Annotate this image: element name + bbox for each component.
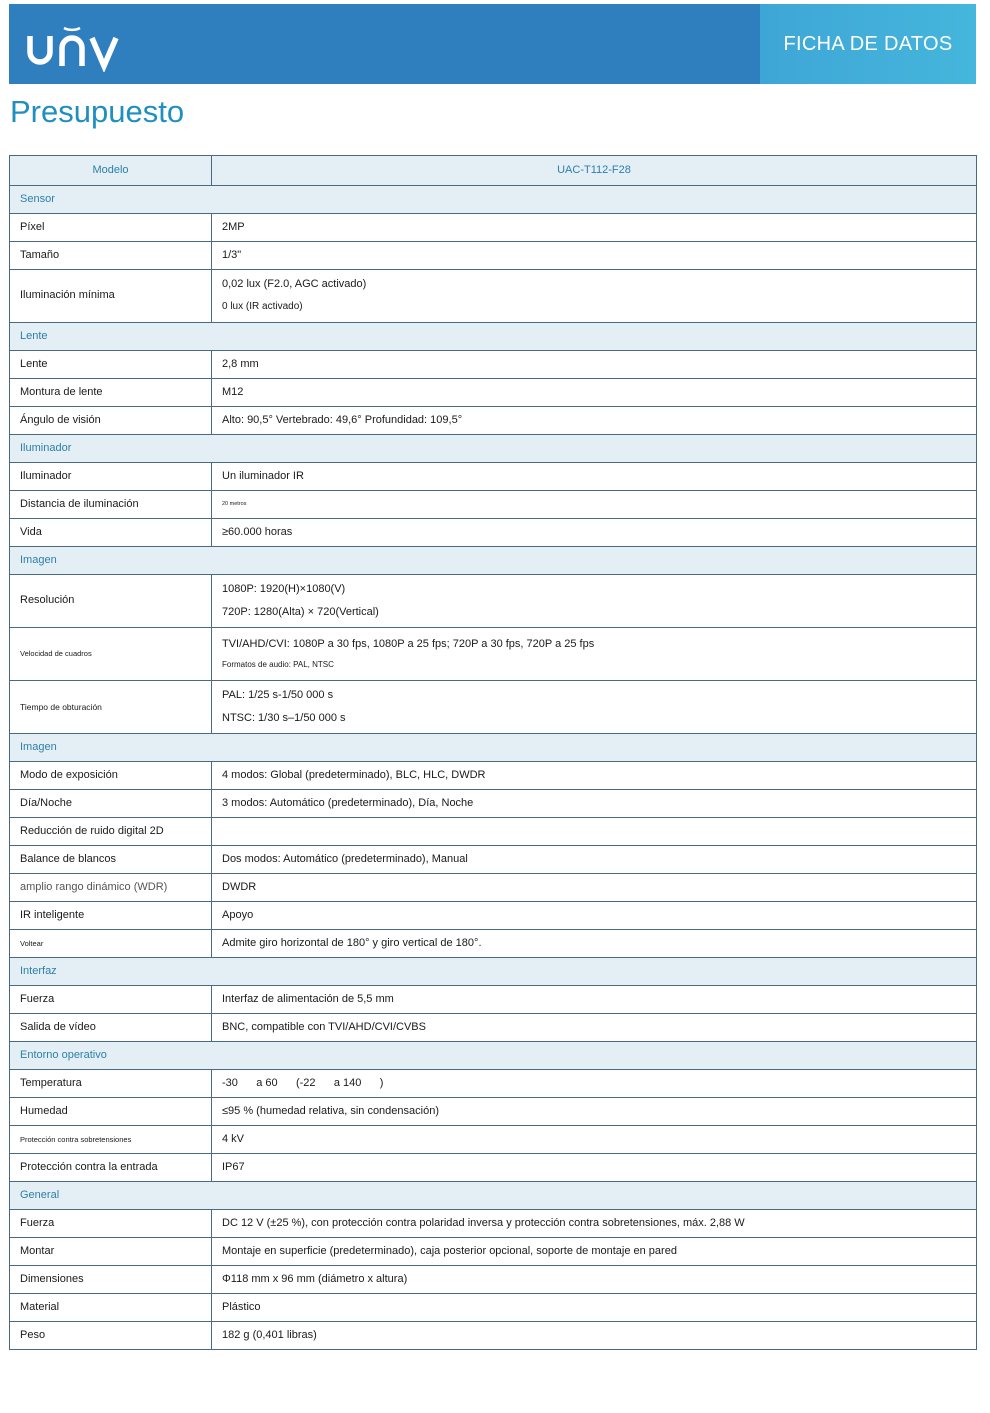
row-value: BNC, compatible con TVI/AHD/CVI/CVBS: [212, 1014, 977, 1042]
spec-table: [9, 155, 977, 1350]
row-value: [212, 270, 977, 323]
row-label: Distancia de iluminación: [10, 491, 212, 519]
row-label: Voltear: [10, 930, 212, 958]
table-row: [10, 1154, 977, 1182]
row-value-line2: 0 lux (IR activado): [222, 301, 303, 313]
row-value: 3 modos: Automático (predeterminado), Día, Noche: [212, 790, 977, 818]
table-row: [10, 902, 977, 930]
section-imagen-2: Imagen: [10, 734, 977, 762]
row-value-line1: 0,02 lux (F2.0, AGC activado): [222, 278, 367, 291]
row-label: Vida: [10, 519, 212, 547]
table-row: [10, 681, 977, 734]
row-value: 4 modos: Global (predeterminado), BLC, HLC, DWDR: [212, 762, 977, 790]
table-row: [10, 628, 977, 681]
row-label: Dimensiones: [10, 1266, 212, 1294]
table-row: [10, 846, 977, 874]
table-row: [10, 242, 977, 270]
row-label: Modo de exposición: [10, 762, 212, 790]
row-label: Temperatura: [10, 1070, 212, 1098]
row-label: Protección contra la entrada: [10, 1154, 212, 1182]
row-value: Un iluminador IR: [212, 463, 977, 491]
row-label: Fuerza: [10, 986, 212, 1014]
row-label: Velocidad de cuadros: [10, 628, 212, 681]
row-value: DWDR: [212, 874, 977, 902]
row-value: 2,8 mm: [212, 351, 977, 379]
row-label: Fuerza: [10, 1210, 212, 1238]
table-row: [10, 575, 977, 628]
table-row: [10, 407, 977, 435]
section-lente: Lente: [10, 323, 977, 351]
row-label: Iluminador: [10, 463, 212, 491]
table-row: [10, 1126, 977, 1154]
row-value: ≤95 % (humedad relativa, sin condensación): [212, 1098, 977, 1126]
table-row: [10, 463, 977, 491]
section-interfaz: Interfaz: [10, 958, 977, 986]
row-label: Humedad: [10, 1098, 212, 1126]
table-row: [10, 762, 977, 790]
row-value: Interfaz de alimentación de 5,5 mm: [212, 986, 977, 1014]
table-row: [10, 790, 977, 818]
row-value-line2: NTSC: 1/30 s–1/50 000 s: [222, 711, 346, 724]
row-value: 20 metros: [212, 491, 977, 519]
table-row: [10, 1238, 977, 1266]
row-value: M12: [212, 379, 977, 407]
row-value: [212, 575, 977, 628]
header-tab-label: FICHA DE DATOS: [783, 32, 953, 55]
row-value-line2: Formatos de audio: PAL, NTSC: [222, 660, 334, 670]
row-value: 182 g (0,401 libras): [212, 1322, 977, 1350]
model-label: Modelo: [10, 156, 212, 186]
row-label: Píxel: [10, 214, 212, 242]
row-label: Resolución: [10, 575, 212, 628]
row-label: amplio rango dinámico (WDR): [10, 874, 212, 902]
row-value: 1/3": [212, 242, 977, 270]
row-label: Montar: [10, 1238, 212, 1266]
table-row: [10, 1210, 977, 1238]
header-tab: [760, 4, 976, 84]
section-general: General: [10, 1182, 977, 1210]
row-value: Apoyo: [212, 902, 977, 930]
section-imagen-1: Imagen: [10, 547, 977, 575]
row-label: Material: [10, 1294, 212, 1322]
section-sensor: Sensor: [10, 186, 977, 214]
section-iluminador: Iluminador: [10, 435, 977, 463]
row-value: [212, 818, 977, 846]
row-value-line1: PAL: 1/25 s-1/50 000 s: [222, 688, 334, 701]
table-row: [10, 491, 977, 519]
row-label: Tiempo de obturación: [10, 681, 212, 734]
row-value: Φ118 mm x 96 mm (diámetro x altura): [212, 1266, 977, 1294]
table-row: [10, 1098, 977, 1126]
row-label: Salida de vídeo: [10, 1014, 212, 1042]
row-value: 4 kV: [212, 1126, 977, 1154]
table-row: [10, 986, 977, 1014]
table-row: [10, 519, 977, 547]
table-row: [10, 1266, 977, 1294]
row-label: Lente: [10, 351, 212, 379]
table-row: [10, 1070, 977, 1098]
row-label: Ángulo de visión: [10, 407, 212, 435]
table-row: [10, 351, 977, 379]
row-label: Montura de lente: [10, 379, 212, 407]
table-row: [10, 270, 977, 323]
row-label: Día/Noche: [10, 790, 212, 818]
table-row: [10, 930, 977, 958]
header-banner: [9, 4, 976, 84]
table-row: [10, 379, 977, 407]
row-value: Admite giro horizontal de 180° y giro vertical de 180°.: [212, 930, 977, 958]
row-value: Plástico: [212, 1294, 977, 1322]
unv-logo: [26, 20, 126, 72]
row-value-line1: TVI/AHD/CVI: 1080P a 30 fps, 1080P a 25 fps; 720P a 30 fps, 720P a 25 fps: [222, 637, 595, 650]
row-value: IP67: [212, 1154, 977, 1182]
model-value: UAC-T112-F28: [212, 156, 977, 186]
row-value: Montaje en superficie (predeterminado), caja posterior opcional, soporte de montaje en pared: [212, 1238, 977, 1266]
table-row: [10, 818, 977, 846]
row-label: Reducción de ruido digital 2D: [10, 818, 212, 846]
table-row: [10, 874, 977, 902]
row-value: [212, 628, 977, 681]
table-row: [10, 214, 977, 242]
row-value: DC 12 V (±25 %), con protección contra polaridad inversa y protección contra sobretensiones, máx. 2,88 W: [212, 1210, 977, 1238]
table-row: [10, 1322, 977, 1350]
row-label: Protección contra sobretensiones: [10, 1126, 212, 1154]
row-value: Dos modos: Automático (predeterminado), Manual: [212, 846, 977, 874]
row-label: Balance de blancos: [10, 846, 212, 874]
row-value-line2: 720P: 1280(Alta) × 720(Vertical): [222, 605, 379, 618]
row-label: Tamaño: [10, 242, 212, 270]
row-label: Peso: [10, 1322, 212, 1350]
page-title: Presupuesto: [10, 94, 185, 129]
row-value: Alto: 90,5° Vertebrado: 49,6° Profundidad: 109,5°: [212, 407, 977, 435]
row-value: [212, 681, 977, 734]
section-entorno: Entorno operativo: [10, 1042, 977, 1070]
row-value: ≥60.000 horas: [212, 519, 977, 547]
row-value: 2MP: [212, 214, 977, 242]
row-value-line1: 1080P: 1920(H)×1080(V): [222, 582, 346, 595]
row-value: -30 a 60 (-22 a 140 ): [212, 1070, 977, 1098]
row-label: Iluminación mínima: [10, 270, 212, 323]
row-label: IR inteligente: [10, 902, 212, 930]
table-row: [10, 1294, 977, 1322]
table-row: [10, 1014, 977, 1042]
table-header-row: [10, 156, 977, 186]
